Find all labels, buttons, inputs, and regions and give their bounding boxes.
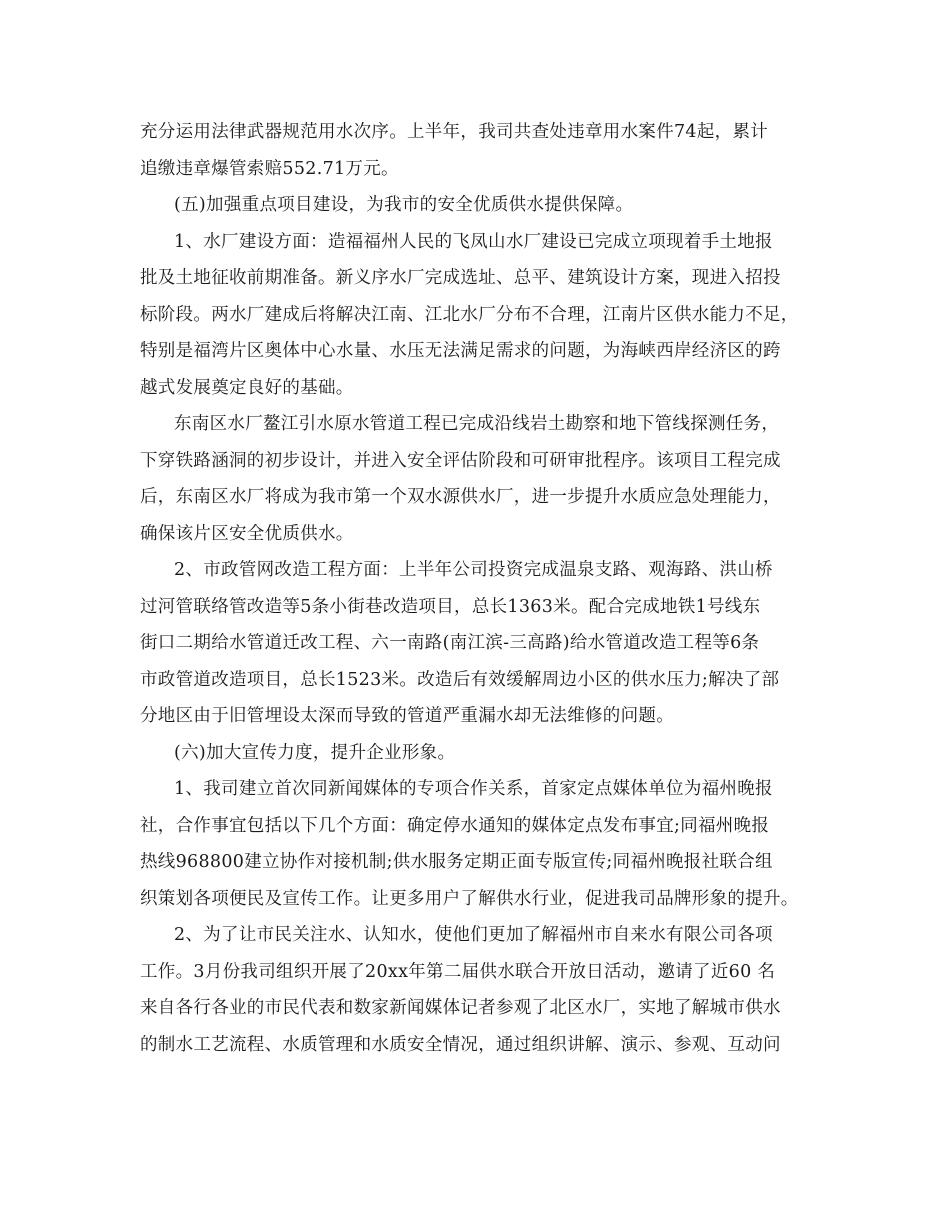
- text-line: 特别是福湾片区奥体中心水量、水压无法满足需求的问题，为海峡西岸经济区的跨: [140, 341, 781, 361]
- text-line: 分地区由于旧管埋设太深而导致的管道严重漏水却无法维修的问题。: [140, 706, 674, 726]
- text-line: 追缴违章爆管索赔552.71万元。: [140, 158, 399, 179]
- text-line: 工作。3月份我司组织开展了20xx年第二届供水联合开放日活动，邀请了近60 名: [140, 961, 776, 982]
- text-line: 市政管道改造项目，总长1523米。改造后有效缓解周边小区的供水压力;解决了部: [140, 669, 780, 690]
- text-line: 过河管联络管改造等5条小街巷改造项目，总长1363米。配合完成地铁1号线东: [140, 596, 761, 617]
- text-line: 2、市政管网改造工程方面：上半年公司投资完成温泉支路、观海路、洪山桥: [174, 560, 773, 580]
- text-line: 来自各行各业的市民代表和数家新闻媒体记者参观了北区水厂，实地了解城市供水: [140, 998, 781, 1018]
- text-line: 确保该片区安全优质供水。: [140, 523, 354, 544]
- text-line: 批及土地征收前期准备。新义序水厂完成选址、总平、建筑设计方案，现进入招投: [140, 268, 781, 288]
- text-line: 的制水工艺流程、水质管理和水质安全情况，通过组织讲解、演示、参观、互动问: [140, 1034, 781, 1055]
- text-line: 越式发展奠定良好的基础。: [140, 377, 354, 398]
- text-line: (五)加强重点项目建设，为我市的安全优质供水提供保障。: [174, 195, 634, 215]
- text-line: 充分运用法律武器规范用水次序。上半年，我司共查处违章用水案件74起，累计: [140, 122, 769, 142]
- text-line: 街口二期给水管道迁改工程、六一南路(南江滨-三高路)给水管道改造工程等6条: [140, 633, 760, 653]
- text-line: 下穿铁路涵洞的初步设计，并进入安全评估阶段和可研审批程序。该项目工程完成: [140, 450, 781, 471]
- text-line: 1、我司建立首次同新闻媒体的专项合作关系，首家定点媒体单位为福州晚报: [174, 779, 773, 799]
- text-line: 东南区水厂鳌江引水原水管道工程已完成沿线岩土勘察和地下管线探测任务，: [174, 414, 780, 434]
- text-line: 热线968800建立协作对接机制;供水服务定期正面专版宣传;同福州晚报社联合组: [140, 852, 773, 872]
- text-line: 后，东南区水厂将成为我市第一个双水源供水厂，进一步提升水质应急处理能力，: [140, 487, 781, 507]
- text-line: 2、为了让市民关注水、认知水，使他们更加了解福州市自来水有限公司各项: [174, 925, 773, 945]
- text-line: 1、水厂建设方面：造福福州人民的飞凤山水厂建设已完成立项现着手土地报: [174, 231, 773, 252]
- text-line: 标阶段。两水厂建成后将解决江南、江北水厂分布不合理，江南片区供水能力不足，: [140, 304, 799, 325]
- text-line: 社，合作事宜包括以下几个方面：确定停水通知的媒体定点发布事宜;同福州晚报: [140, 815, 770, 836]
- document-body: [140, 114, 830, 1063]
- text-line: 织策划各项便民及宣传工作。让更多用户了解供水行业，促进我司品牌形象的提升。: [140, 888, 799, 909]
- text-line: (六)加大宣传力度，提升企业形象。: [174, 742, 456, 763]
